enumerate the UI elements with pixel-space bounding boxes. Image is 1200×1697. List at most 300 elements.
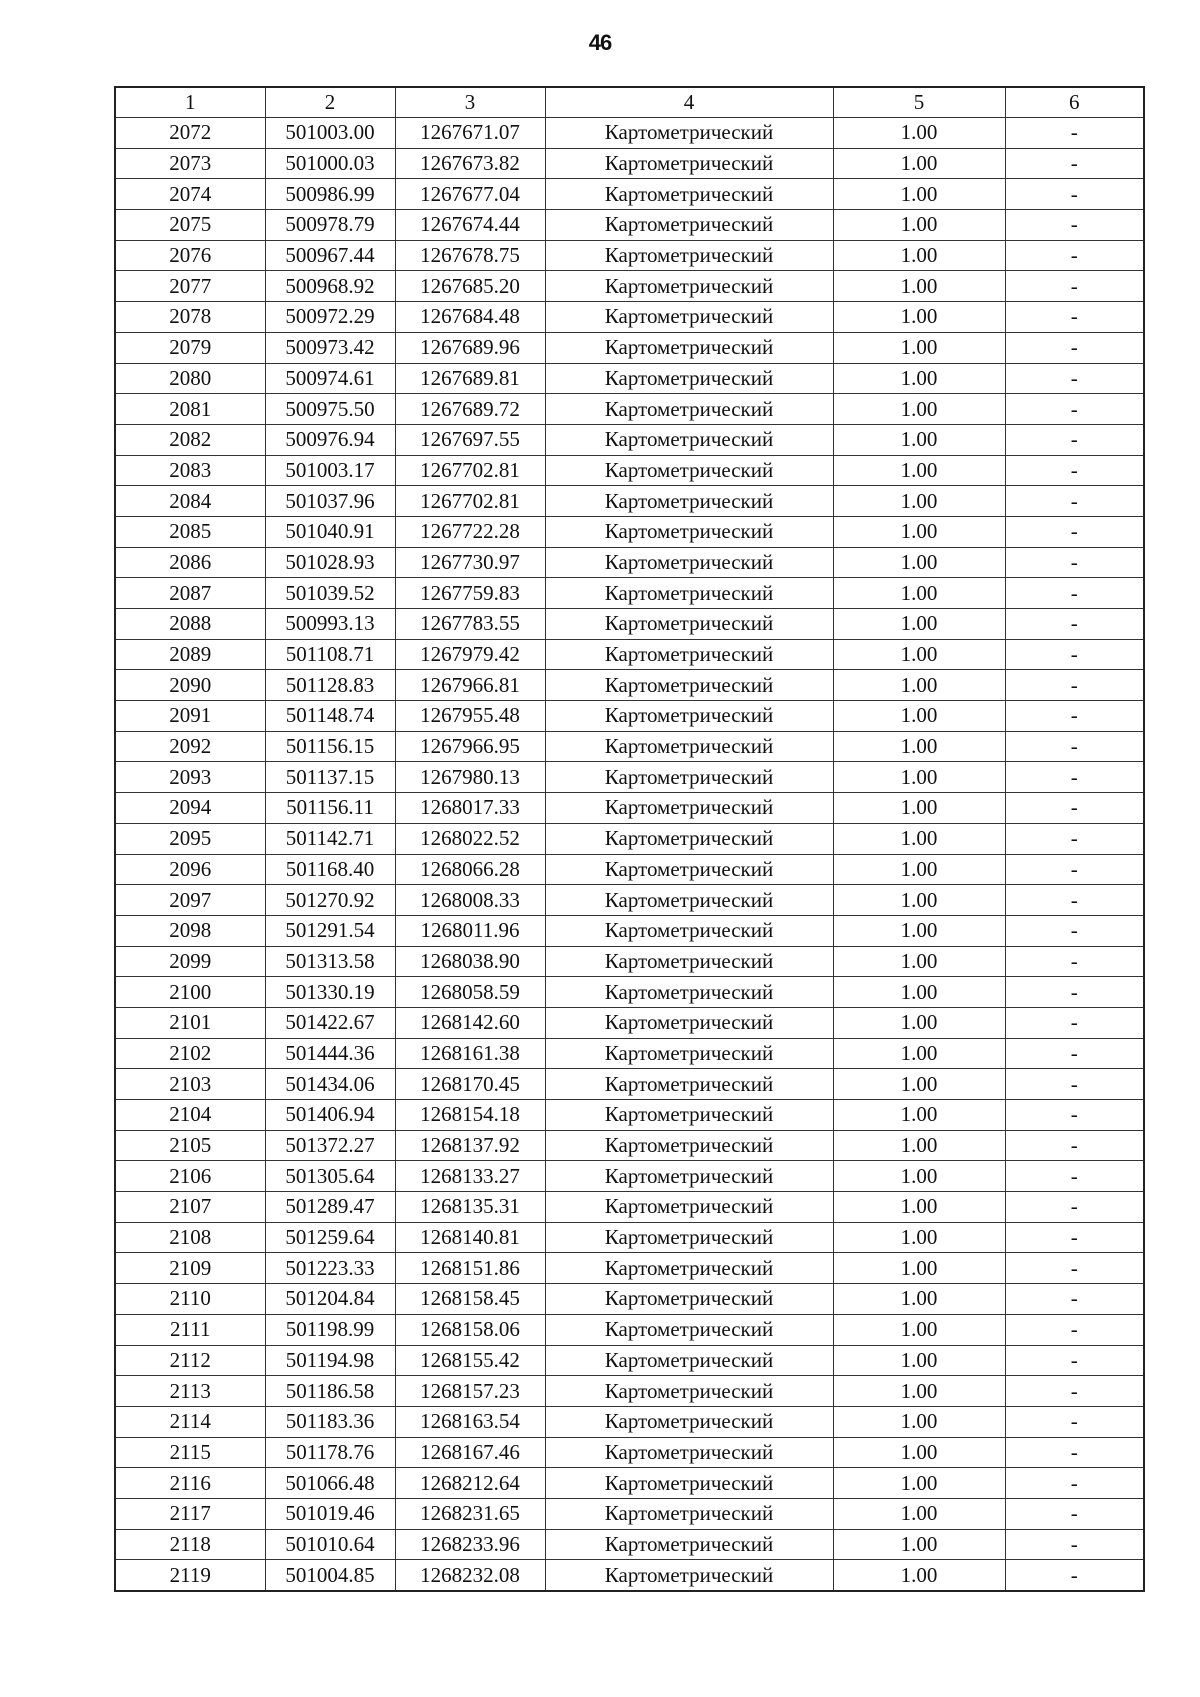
table-row — [115, 793, 1144, 824]
accuracy-cell: 1.00 — [833, 670, 1005, 701]
x-coordinate-cell: 501406.94 — [265, 1100, 395, 1131]
description-cell: - — [1005, 793, 1144, 824]
point-number-cell: 2117 — [115, 1498, 265, 1529]
description-cell: - — [1005, 1007, 1144, 1038]
y-coordinate-cell: 1268155.42 — [395, 1345, 545, 1376]
y-coordinate-cell: 1267759.83 — [395, 578, 545, 609]
method-cell: Картометрический — [545, 1130, 833, 1161]
x-coordinate-cell: 500972.29 — [265, 302, 395, 333]
accuracy-cell: 1.00 — [833, 271, 1005, 302]
accuracy-cell: 1.00 — [833, 1345, 1005, 1376]
accuracy-cell: 1.00 — [833, 148, 1005, 179]
point-number-cell: 2109 — [115, 1253, 265, 1284]
y-coordinate-cell: 1267783.55 — [395, 609, 545, 640]
point-number-cell: 2097 — [115, 885, 265, 916]
description-cell: - — [1005, 885, 1144, 916]
table-row — [115, 854, 1144, 885]
method-cell: Картометрический — [545, 854, 833, 885]
description-cell: - — [1005, 762, 1144, 793]
table-row — [115, 1253, 1144, 1284]
table-row — [115, 302, 1144, 333]
x-coordinate-cell: 501108.71 — [265, 639, 395, 670]
accuracy-cell: 1.00 — [833, 516, 1005, 547]
table-row — [115, 977, 1144, 1008]
table-row — [115, 394, 1144, 425]
accuracy-cell: 1.00 — [833, 1192, 1005, 1223]
accuracy-cell: 1.00 — [833, 609, 1005, 640]
y-coordinate-cell: 1268212.64 — [395, 1468, 545, 1499]
table-row — [115, 1161, 1144, 1192]
point-number-cell: 2119 — [115, 1560, 265, 1591]
accuracy-cell: 1.00 — [833, 1284, 1005, 1315]
point-number-cell: 2111 — [115, 1314, 265, 1345]
table-row — [115, 578, 1144, 609]
x-coordinate-cell: 501178.76 — [265, 1437, 395, 1468]
point-number-cell: 2090 — [115, 670, 265, 701]
header-cell-3: 3 — [395, 87, 545, 118]
method-cell: Картометрический — [545, 1437, 833, 1468]
method-cell: Картометрический — [545, 793, 833, 824]
description-cell: - — [1005, 731, 1144, 762]
y-coordinate-cell: 1268231.65 — [395, 1498, 545, 1529]
y-coordinate-cell: 1268158.45 — [395, 1284, 545, 1315]
description-cell: - — [1005, 148, 1144, 179]
x-coordinate-cell: 500967.44 — [265, 240, 395, 271]
table-row — [115, 1345, 1144, 1376]
table-row — [115, 670, 1144, 701]
point-number-cell: 2112 — [115, 1345, 265, 1376]
accuracy-cell: 1.00 — [833, 118, 1005, 149]
description-cell: - — [1005, 1406, 1144, 1437]
point-number-cell: 2094 — [115, 793, 265, 824]
y-coordinate-cell: 1267673.82 — [395, 148, 545, 179]
accuracy-cell: 1.00 — [833, 1130, 1005, 1161]
table-row — [115, 424, 1144, 455]
x-coordinate-cell: 501156.11 — [265, 793, 395, 824]
description-cell: - — [1005, 1314, 1144, 1345]
y-coordinate-cell: 1267966.95 — [395, 731, 545, 762]
x-coordinate-cell: 500973.42 — [265, 332, 395, 363]
header-cell-2: 2 — [265, 87, 395, 118]
point-number-cell: 2077 — [115, 271, 265, 302]
accuracy-cell: 1.00 — [833, 1069, 1005, 1100]
description-cell: - — [1005, 1468, 1144, 1499]
method-cell: Картометрический — [545, 271, 833, 302]
accuracy-cell: 1.00 — [833, 455, 1005, 486]
x-coordinate-cell: 501004.85 — [265, 1560, 395, 1591]
y-coordinate-cell: 1268167.46 — [395, 1437, 545, 1468]
accuracy-cell: 1.00 — [833, 394, 1005, 425]
table-row — [115, 240, 1144, 271]
point-number-cell: 2107 — [115, 1192, 265, 1223]
description-cell: - — [1005, 1560, 1144, 1591]
accuracy-cell: 1.00 — [833, 854, 1005, 885]
y-coordinate-cell: 1267722.28 — [395, 516, 545, 547]
x-coordinate-cell: 500976.94 — [265, 424, 395, 455]
table-row — [115, 1069, 1144, 1100]
y-coordinate-cell: 1268066.28 — [395, 854, 545, 885]
method-cell: Картометрический — [545, 1468, 833, 1499]
accuracy-cell: 1.00 — [833, 639, 1005, 670]
description-cell: - — [1005, 915, 1144, 946]
y-coordinate-cell: 1268151.86 — [395, 1253, 545, 1284]
method-cell: Картометрический — [545, 1100, 833, 1131]
x-coordinate-cell: 501313.58 — [265, 946, 395, 977]
description-cell: - — [1005, 1130, 1144, 1161]
description-cell: - — [1005, 977, 1144, 1008]
description-cell: - — [1005, 609, 1144, 640]
x-coordinate-cell: 501039.52 — [265, 578, 395, 609]
accuracy-cell: 1.00 — [833, 762, 1005, 793]
y-coordinate-cell: 1268017.33 — [395, 793, 545, 824]
point-number-cell: 2115 — [115, 1437, 265, 1468]
y-coordinate-cell: 1267689.81 — [395, 363, 545, 394]
method-cell: Картометрический — [545, 1406, 833, 1437]
description-cell: - — [1005, 1038, 1144, 1069]
y-coordinate-cell: 1267674.44 — [395, 210, 545, 241]
x-coordinate-cell: 501434.06 — [265, 1069, 395, 1100]
description-cell: - — [1005, 1253, 1144, 1284]
accuracy-cell: 1.00 — [833, 1038, 1005, 1069]
method-cell: Картометрический — [545, 1529, 833, 1560]
table-row — [115, 1406, 1144, 1437]
table-row — [115, 1560, 1144, 1591]
table-row — [115, 1498, 1144, 1529]
method-cell: Картометрический — [545, 547, 833, 578]
y-coordinate-cell: 1268011.96 — [395, 915, 545, 946]
accuracy-cell: 1.00 — [833, 1007, 1005, 1038]
method-cell: Картометрический — [545, 885, 833, 916]
x-coordinate-cell: 500975.50 — [265, 394, 395, 425]
point-number-cell: 2118 — [115, 1529, 265, 1560]
y-coordinate-cell: 1268058.59 — [395, 977, 545, 1008]
point-number-cell: 2101 — [115, 1007, 265, 1038]
table-row — [115, 1038, 1144, 1069]
point-number-cell: 2103 — [115, 1069, 265, 1100]
point-number-cell: 2091 — [115, 701, 265, 732]
y-coordinate-cell: 1268038.90 — [395, 946, 545, 977]
method-cell: Картометрический — [545, 1284, 833, 1315]
point-number-cell: 2116 — [115, 1468, 265, 1499]
method-cell: Картометрический — [545, 118, 833, 149]
x-coordinate-cell: 501330.19 — [265, 977, 395, 1008]
y-coordinate-cell: 1268157.23 — [395, 1376, 545, 1407]
accuracy-cell: 1.00 — [833, 1498, 1005, 1529]
point-number-cell: 2087 — [115, 578, 265, 609]
y-coordinate-cell: 1267702.81 — [395, 486, 545, 517]
accuracy-cell: 1.00 — [833, 946, 1005, 977]
table-row — [115, 332, 1144, 363]
description-cell: - — [1005, 1498, 1144, 1529]
table-row — [115, 1130, 1144, 1161]
point-number-cell: 2074 — [115, 179, 265, 210]
y-coordinate-cell: 1268137.92 — [395, 1130, 545, 1161]
table-row — [115, 609, 1144, 640]
accuracy-cell: 1.00 — [833, 424, 1005, 455]
y-coordinate-cell: 1267677.04 — [395, 179, 545, 210]
accuracy-cell: 1.00 — [833, 1376, 1005, 1407]
x-coordinate-cell: 501259.64 — [265, 1222, 395, 1253]
accuracy-cell: 1.00 — [833, 915, 1005, 946]
method-cell: Картометрический — [545, 701, 833, 732]
y-coordinate-cell: 1267697.55 — [395, 424, 545, 455]
method-cell: Картометрический — [545, 240, 833, 271]
description-cell: - — [1005, 455, 1144, 486]
table-row — [115, 762, 1144, 793]
x-coordinate-cell: 500993.13 — [265, 609, 395, 640]
description-cell: - — [1005, 1284, 1144, 1315]
table-row — [115, 516, 1144, 547]
point-number-cell: 2081 — [115, 394, 265, 425]
accuracy-cell: 1.00 — [833, 977, 1005, 1008]
x-coordinate-cell: 501372.27 — [265, 1130, 395, 1161]
description-cell: - — [1005, 332, 1144, 363]
accuracy-cell: 1.00 — [833, 302, 1005, 333]
method-cell: Картометрический — [545, 1560, 833, 1591]
point-number-cell: 2088 — [115, 609, 265, 640]
x-coordinate-cell: 501028.93 — [265, 547, 395, 578]
y-coordinate-cell: 1267678.75 — [395, 240, 545, 271]
x-coordinate-cell: 501194.98 — [265, 1345, 395, 1376]
description-cell: - — [1005, 118, 1144, 149]
table-row — [115, 1529, 1144, 1560]
y-coordinate-cell: 1268142.60 — [395, 1007, 545, 1038]
accuracy-cell: 1.00 — [833, 1437, 1005, 1468]
y-coordinate-cell: 1267979.42 — [395, 639, 545, 670]
y-coordinate-cell: 1267685.20 — [395, 271, 545, 302]
x-coordinate-cell: 501198.99 — [265, 1314, 395, 1345]
point-number-cell: 2113 — [115, 1376, 265, 1407]
accuracy-cell: 1.00 — [833, 1529, 1005, 1560]
x-coordinate-cell: 501156.15 — [265, 731, 395, 762]
x-coordinate-cell: 501142.71 — [265, 823, 395, 854]
table-row — [115, 701, 1144, 732]
y-coordinate-cell: 1268022.52 — [395, 823, 545, 854]
table-row — [115, 210, 1144, 241]
x-coordinate-cell: 501186.58 — [265, 1376, 395, 1407]
method-cell: Картометрический — [545, 946, 833, 977]
method-cell: Картометрический — [545, 332, 833, 363]
method-cell: Картометрический — [545, 210, 833, 241]
description-cell: - — [1005, 240, 1144, 271]
method-cell: Картометрический — [545, 670, 833, 701]
accuracy-cell: 1.00 — [833, 1406, 1005, 1437]
description-cell: - — [1005, 1069, 1144, 1100]
table-row — [115, 179, 1144, 210]
accuracy-cell: 1.00 — [833, 1560, 1005, 1591]
x-coordinate-cell: 500986.99 — [265, 179, 395, 210]
table-row — [115, 946, 1144, 977]
point-number-cell: 2086 — [115, 547, 265, 578]
x-coordinate-cell: 500978.79 — [265, 210, 395, 241]
table-row — [115, 1468, 1144, 1499]
point-number-cell: 2080 — [115, 363, 265, 394]
description-cell: - — [1005, 1529, 1144, 1560]
method-cell: Картометрический — [545, 148, 833, 179]
table-row — [115, 148, 1144, 179]
table-header — [115, 87, 1144, 118]
accuracy-cell: 1.00 — [833, 578, 1005, 609]
description-cell: - — [1005, 516, 1144, 547]
y-coordinate-cell: 1267980.13 — [395, 762, 545, 793]
description-cell: - — [1005, 424, 1144, 455]
x-coordinate-cell: 501137.15 — [265, 762, 395, 793]
method-cell: Картометрический — [545, 823, 833, 854]
description-cell: - — [1005, 179, 1144, 210]
table-row — [115, 363, 1144, 394]
method-cell: Картометрический — [545, 609, 833, 640]
point-number-cell: 2108 — [115, 1222, 265, 1253]
method-cell: Картометрический — [545, 179, 833, 210]
point-number-cell: 2078 — [115, 302, 265, 333]
x-coordinate-cell: 501066.48 — [265, 1468, 395, 1499]
point-number-cell: 2079 — [115, 332, 265, 363]
y-coordinate-cell: 1267671.07 — [395, 118, 545, 149]
x-coordinate-cell: 501003.17 — [265, 455, 395, 486]
method-cell: Картометрический — [545, 1498, 833, 1529]
y-coordinate-cell: 1267966.81 — [395, 670, 545, 701]
method-cell: Картометрический — [545, 1376, 833, 1407]
point-number-cell: 2092 — [115, 731, 265, 762]
table-row — [115, 1437, 1144, 1468]
accuracy-cell: 1.00 — [833, 547, 1005, 578]
description-cell: - — [1005, 1345, 1144, 1376]
page-number: 46 — [588, 30, 612, 55]
description-cell: - — [1005, 854, 1144, 885]
description-cell: - — [1005, 639, 1144, 670]
accuracy-cell: 1.00 — [833, 486, 1005, 517]
method-cell: Картометрический — [545, 1253, 833, 1284]
point-number-cell: 2085 — [115, 516, 265, 547]
y-coordinate-cell: 1268154.18 — [395, 1100, 545, 1131]
accuracy-cell: 1.00 — [833, 1468, 1005, 1499]
x-coordinate-cell: 501019.46 — [265, 1498, 395, 1529]
method-cell: Картометрический — [545, 1345, 833, 1376]
point-number-cell: 2104 — [115, 1100, 265, 1131]
x-coordinate-cell: 501305.64 — [265, 1161, 395, 1192]
x-coordinate-cell: 501010.64 — [265, 1529, 395, 1560]
point-number-cell: 2073 — [115, 148, 265, 179]
y-coordinate-cell: 1267689.72 — [395, 394, 545, 425]
method-cell: Картометрический — [545, 915, 833, 946]
accuracy-cell: 1.00 — [833, 210, 1005, 241]
point-number-cell: 2082 — [115, 424, 265, 455]
table-body — [115, 118, 1144, 1592]
point-number-cell: 2093 — [115, 762, 265, 793]
method-cell: Картометрический — [545, 1038, 833, 1069]
x-coordinate-cell: 501223.33 — [265, 1253, 395, 1284]
accuracy-cell: 1.00 — [833, 823, 1005, 854]
accuracy-cell: 1.00 — [833, 1222, 1005, 1253]
description-cell: - — [1005, 670, 1144, 701]
x-coordinate-cell: 501444.36 — [265, 1038, 395, 1069]
method-cell: Картометрический — [545, 1192, 833, 1223]
table-row — [115, 118, 1144, 149]
y-coordinate-cell: 1267702.81 — [395, 455, 545, 486]
header-cell-1: 1 — [115, 87, 265, 118]
table-row — [115, 1376, 1144, 1407]
table-row — [115, 1007, 1144, 1038]
method-cell: Картометрический — [545, 363, 833, 394]
accuracy-cell: 1.00 — [833, 1253, 1005, 1284]
description-cell: - — [1005, 394, 1144, 425]
description-cell: - — [1005, 1161, 1144, 1192]
description-cell: - — [1005, 946, 1144, 977]
method-cell: Картометрический — [545, 731, 833, 762]
x-coordinate-cell: 500968.92 — [265, 271, 395, 302]
point-number-cell: 2105 — [115, 1130, 265, 1161]
method-cell: Картометрический — [545, 424, 833, 455]
accuracy-cell: 1.00 — [833, 885, 1005, 916]
accuracy-cell: 1.00 — [833, 240, 1005, 271]
table-row — [115, 731, 1144, 762]
x-coordinate-cell: 501204.84 — [265, 1284, 395, 1315]
header-row — [115, 87, 1144, 118]
method-cell: Картометрический — [545, 578, 833, 609]
point-number-cell: 2083 — [115, 455, 265, 486]
description-cell: - — [1005, 271, 1144, 302]
accuracy-cell: 1.00 — [833, 363, 1005, 394]
x-coordinate-cell: 501183.36 — [265, 1406, 395, 1437]
table-row — [115, 915, 1144, 946]
point-number-cell: 2089 — [115, 639, 265, 670]
method-cell: Картометрический — [545, 762, 833, 793]
coordinates-table — [114, 86, 1145, 1592]
method-cell: Картометрический — [545, 455, 833, 486]
table-row — [115, 1192, 1144, 1223]
x-coordinate-cell: 501003.00 — [265, 118, 395, 149]
y-coordinate-cell: 1268133.27 — [395, 1161, 545, 1192]
y-coordinate-cell: 1268161.38 — [395, 1038, 545, 1069]
method-cell: Картометрический — [545, 1314, 833, 1345]
table-row — [115, 885, 1144, 916]
x-coordinate-cell: 501422.67 — [265, 1007, 395, 1038]
table-row — [115, 639, 1144, 670]
y-coordinate-cell: 1268140.81 — [395, 1222, 545, 1253]
y-coordinate-cell: 1267689.96 — [395, 332, 545, 363]
x-coordinate-cell: 501168.40 — [265, 854, 395, 885]
method-cell: Картометрический — [545, 516, 833, 547]
y-coordinate-cell: 1268233.96 — [395, 1529, 545, 1560]
point-number-cell: 2100 — [115, 977, 265, 1008]
description-cell: - — [1005, 578, 1144, 609]
table-row — [115, 486, 1144, 517]
y-coordinate-cell: 1267955.48 — [395, 701, 545, 732]
point-number-cell: 2102 — [115, 1038, 265, 1069]
y-coordinate-cell: 1268008.33 — [395, 885, 545, 916]
accuracy-cell: 1.00 — [833, 701, 1005, 732]
point-number-cell: 2106 — [115, 1161, 265, 1192]
description-cell: - — [1005, 823, 1144, 854]
point-number-cell: 2114 — [115, 1406, 265, 1437]
method-cell: Картометрический — [545, 1007, 833, 1038]
y-coordinate-cell: 1268232.08 — [395, 1560, 545, 1591]
description-cell: - — [1005, 302, 1144, 333]
x-coordinate-cell: 500974.61 — [265, 363, 395, 394]
y-coordinate-cell: 1268135.31 — [395, 1192, 545, 1223]
method-cell: Картометрический — [545, 977, 833, 1008]
method-cell: Картометрический — [545, 1069, 833, 1100]
method-cell: Картометрический — [545, 1161, 833, 1192]
x-coordinate-cell: 501037.96 — [265, 486, 395, 517]
point-number-cell: 2110 — [115, 1284, 265, 1315]
point-number-cell: 2084 — [115, 486, 265, 517]
y-coordinate-cell: 1268158.06 — [395, 1314, 545, 1345]
x-coordinate-cell: 501148.74 — [265, 701, 395, 732]
y-coordinate-cell: 1267730.97 — [395, 547, 545, 578]
table-row — [115, 1284, 1144, 1315]
method-cell: Картометрический — [545, 486, 833, 517]
